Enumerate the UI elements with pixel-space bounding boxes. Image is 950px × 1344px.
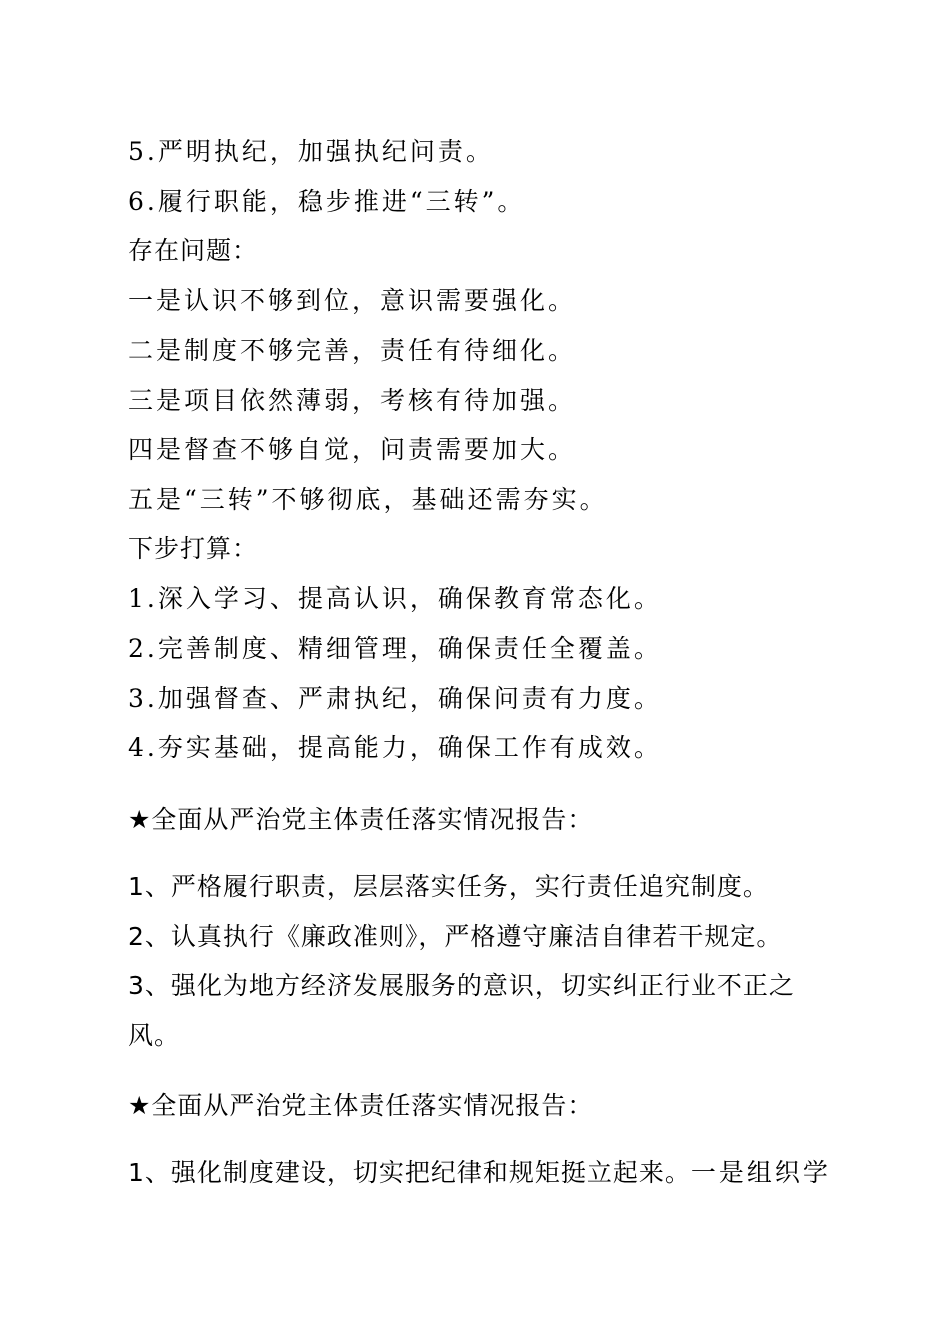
- report-2-title: ★全面从严治党主体责任落实情况报告：: [128, 1091, 594, 1120]
- report-2-item-1-lead: 1、强化制度建设，切实把纪律和规矩挺立起来。: [128, 1158, 691, 1187]
- problem-item-3: 三是项目依然薄弱，考核有待加强。: [128, 386, 577, 415]
- report-1-item-2: 2、认真执行《廉政准则》，严格遵守廉洁自律若干规定。: [128, 922, 783, 951]
- plans-heading: 下步打算：: [128, 534, 259, 563]
- problem-item-1: 一是认识不够到位，意识需要强化。: [128, 286, 577, 315]
- plan-item-2: 2.完善制度、精细管理，确保责任全覆盖。: [128, 634, 662, 663]
- report-1-item-3-continued: 风。: [128, 1021, 181, 1050]
- progress-item-6: 6.履行职能，稳步推进“三转”。: [128, 187, 526, 216]
- plan-item-1: 1.深入学习、提高认识，确保教育常态化。: [128, 584, 662, 613]
- problem-item-5: 五是“三转”不够彻底，基础还需夯实。: [128, 485, 608, 514]
- problems-heading: 存在问题：: [128, 236, 259, 265]
- plan-item-4: 4.夯实基础，提高能力，确保工作有成效。: [128, 733, 662, 762]
- problem-item-4: 四是督查不够自觉，问责需要加大。: [128, 435, 577, 464]
- progress-item-5: 5.严明执纪，加强执纪问责。: [128, 137, 494, 166]
- plan-item-3: 3.加强督查、严肃执纪，确保问责有力度。: [128, 684, 662, 713]
- report-1-title: ★全面从严治党主体责任落实情况报告：: [128, 805, 594, 834]
- report-2-item-1: [128, 1157, 831, 1190]
- report-2-item-1-rest: 一是组织学: [690, 1158, 831, 1187]
- report-1-item-3: 3、强化为地方经济发展服务的意识，切实纠正行业不正之: [128, 971, 795, 1000]
- problem-item-2: 二是制度不够完善，责任有待细化。: [128, 336, 577, 365]
- report-1-item-1: 1、严格履行职责，层层落实任务，实行责任追究制度。: [128, 872, 769, 901]
